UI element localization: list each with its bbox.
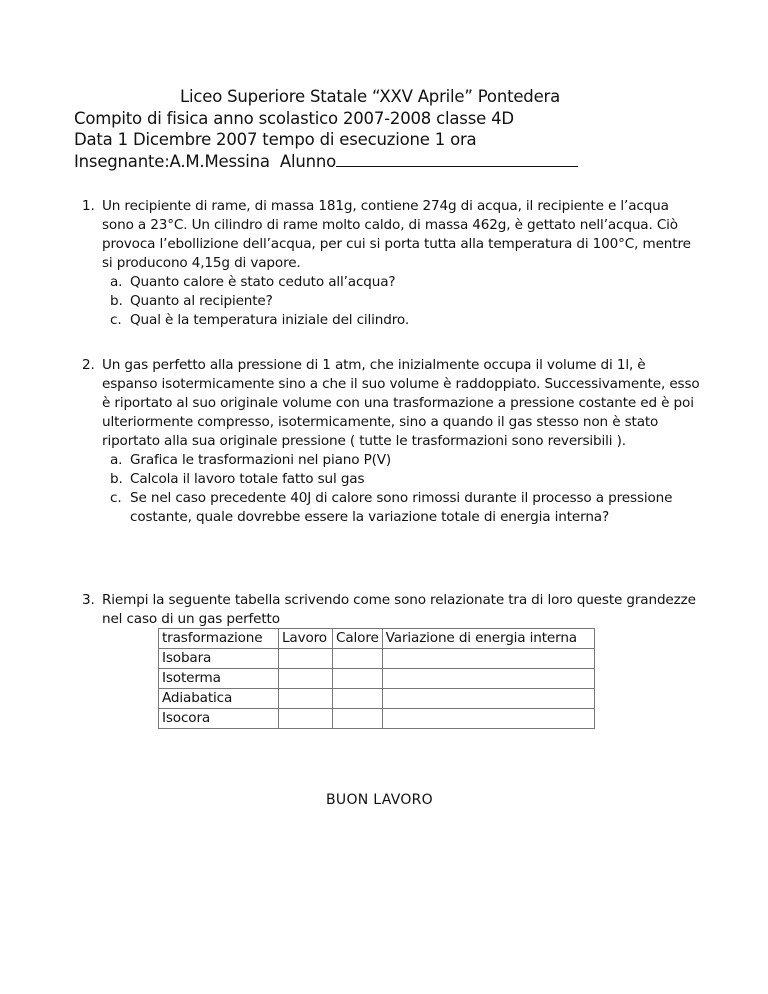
answer-cell[interactable]: [279, 689, 333, 709]
answer-cell[interactable]: [333, 649, 383, 669]
question-text: Riempi la seguente tabella scrivendo come sono relazionate tra di loro queste grandezze nel caso di un gas perfetto: [102, 592, 696, 627]
question-2: [82, 356, 702, 527]
table-row: [159, 649, 595, 669]
school-name: Liceo Superiore Statale “XXV Aprile” Pontedera: [180, 87, 561, 106]
answer-cell[interactable]: [279, 669, 333, 689]
table-header-row: [159, 629, 595, 649]
header-cell: Lavoro: [279, 629, 333, 649]
question-number: 3.: [82, 592, 95, 608]
row-label: Adiabatica: [159, 689, 279, 709]
header-cell: Calore: [333, 629, 383, 649]
question-text: Un gas perfetto alla pressione di 1 atm, che inizialmente occupa il volume di 1l, è espanso isotermicamente sino a che il suo volume è raddoppiato. Successivamente, esso è riportato al suo originale volume con una trasformazione a pressione costante ed è poi ulteriormente compresso, isotermicamente, sino a quando il gas stesso non è stato riportato alla sua originale pressione ( tutte le trasformazioni sono reversibili ).: [102, 357, 700, 449]
teacher-label: Insegnante:A.M.Messina: [74, 151, 270, 171]
answer-cell[interactable]: [333, 709, 383, 729]
student-label: Alunno: [279, 151, 337, 171]
row-label: Isoterma: [159, 669, 279, 689]
date-line: Data 1 Dicembre 2007 tempo di esecuzione 1 ora: [74, 130, 477, 149]
table-row: [159, 669, 595, 689]
teacher-student-line: [74, 151, 714, 173]
question-1: [82, 197, 702, 330]
question-number: 2.: [82, 357, 95, 373]
closing-message: BUON LAVORO: [326, 792, 433, 808]
question-3: [82, 591, 702, 629]
question-text: Un recipiente di rame, di massa 181g, contiene 274g di acqua, il recipiente e l’acqua sono a 23°C. Un cilindro di rame molto caldo, di massa 462g, è gettato nell’acqua. Ciò provoca l’ebollizione dell’acqua, per cui si porta tutta alla temperatura di 100°C, mentre si producono 4,15g di vapore.: [102, 198, 691, 271]
answer-cell[interactable]: [279, 649, 333, 669]
subitem-b: b. Quanto al recipiente?: [110, 293, 273, 309]
student-name-blank[interactable]: [336, 152, 578, 167]
answer-cell[interactable]: [382, 689, 594, 709]
answer-cell[interactable]: [382, 709, 594, 729]
header-cell: trasformazione: [159, 629, 279, 649]
answer-cell[interactable]: [279, 709, 333, 729]
answer-cell[interactable]: [333, 689, 383, 709]
subitem-a: a. Quanto calore è stato ceduto all’acqua?: [110, 274, 396, 290]
row-label: Isobara: [159, 649, 279, 669]
table-row: [159, 709, 595, 729]
subject-line: Compito di fisica anno scolastico 2007-2008 classe 4D: [74, 108, 514, 128]
answer-cell[interactable]: [382, 669, 594, 689]
subitem-b: b. Calcola il lavoro totale fatto sul gas: [110, 471, 365, 487]
header-cell: Variazione di energia interna: [382, 629, 594, 649]
subitem-a: a. Grafica le trasformazioni nel piano P(V): [110, 452, 392, 468]
document-header: [74, 86, 714, 172]
table-row: [159, 689, 595, 709]
subitem-c: c. Se nel caso precedente 40J di calore sono rimossi durante il processo a pressione costante, quale dovrebbe essere la variazione totale di energia interna?: [110, 490, 673, 525]
question-number: 1.: [82, 198, 95, 214]
answer-cell[interactable]: [382, 649, 594, 669]
answer-cell[interactable]: [333, 669, 383, 689]
thermodynamics-table: [158, 628, 595, 729]
row-label: Isocora: [159, 709, 279, 729]
subitem-c: c. Qual è la temperatura iniziale del cilindro.: [110, 312, 409, 328]
